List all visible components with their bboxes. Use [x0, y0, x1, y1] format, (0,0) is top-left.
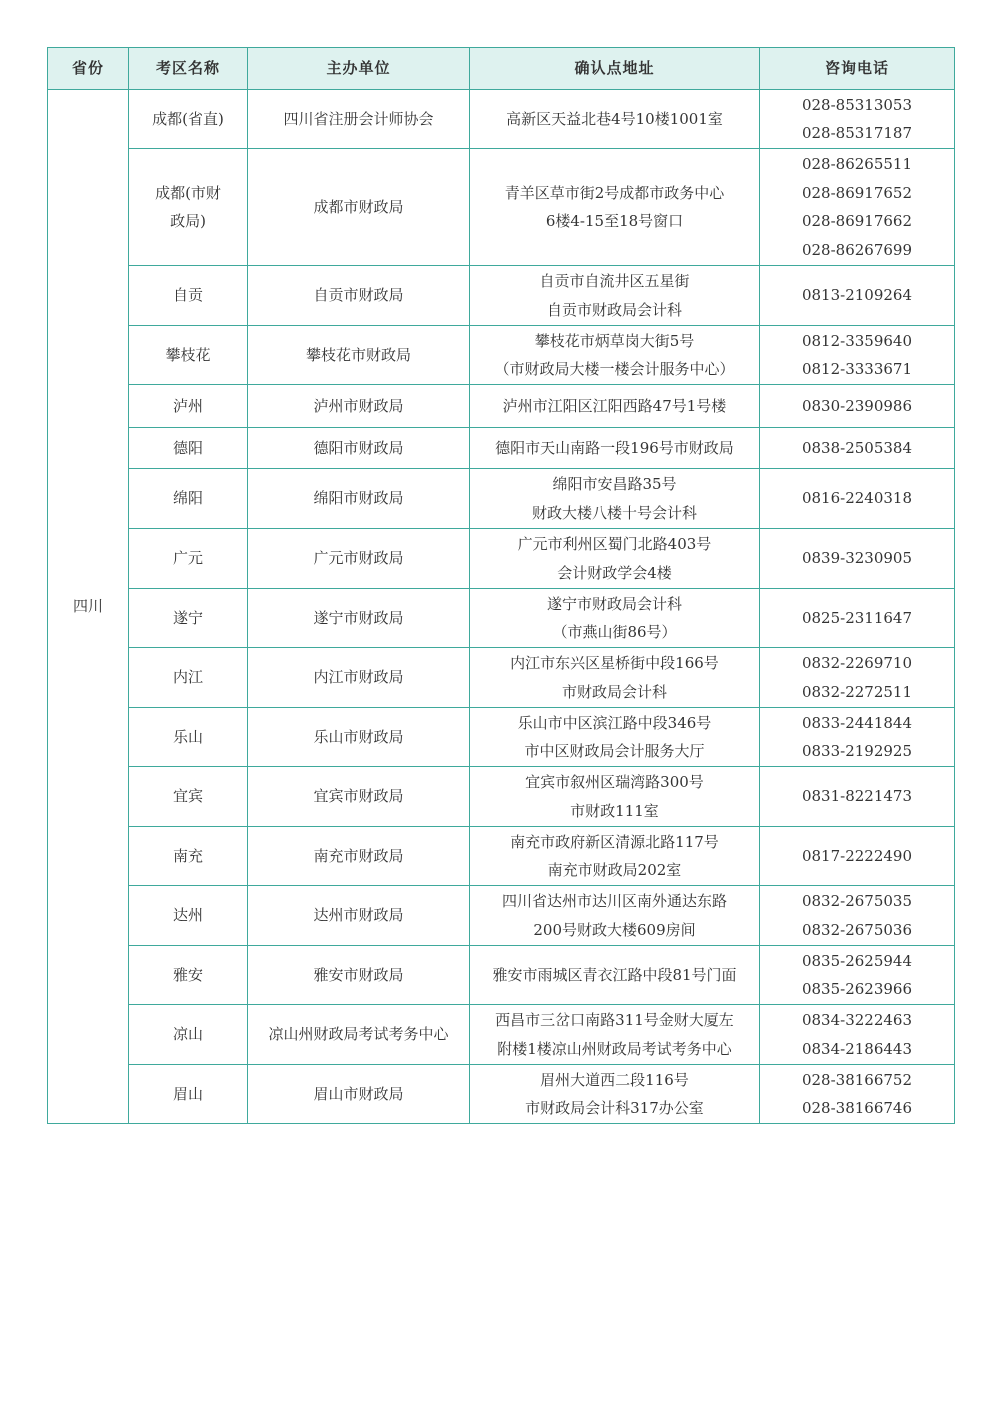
- table-row: [48, 529, 955, 589]
- phone-cell-line: 0812-3359640: [801, 331, 913, 350]
- host-unit-cell: 德阳市财政局: [248, 428, 470, 469]
- exam-area-cell-line: 凉山: [172, 1025, 203, 1044]
- phone-cell-line: 028-38166746: [801, 1099, 913, 1117]
- address-cell-line: 青羊区草市街2号成都市政务中心: [504, 183, 725, 202]
- header-province: 省份: [48, 48, 129, 90]
- header-exam-area: 考区名称: [129, 48, 248, 90]
- host-unit-cell: 南充市财政局: [248, 827, 470, 886]
- exam-area-cell-line: 绵阳: [172, 489, 203, 508]
- address-cell-line: 6楼4-15至18号窗口: [545, 212, 684, 230]
- phone-cell: [760, 266, 955, 326]
- phone-cell-line: 0834-2186443: [801, 1039, 913, 1058]
- phone-cell-line: 0816-2240318: [801, 489, 913, 508]
- phone-cell: [760, 827, 955, 886]
- phone-cell: [760, 589, 955, 648]
- host-unit-cell: 四川省注册会计师协会: [248, 90, 470, 149]
- exam-area-cell: [129, 1065, 248, 1124]
- phone-cell-line: 0812-3333671: [801, 360, 913, 378]
- phone-cell-line: 0830-2390986: [801, 396, 913, 415]
- exam-area-cell-line: 成都(省直): [152, 109, 224, 128]
- phone-cell: [760, 1065, 955, 1124]
- host-unit-cell: 乐山市财政局: [248, 708, 470, 767]
- host-unit-cell: 内江市财政局: [248, 648, 470, 708]
- exam-area-cell: [129, 946, 248, 1005]
- phone-cell: [760, 708, 955, 767]
- address-cell-line: 雅安市雨城区青衣江路中段81号门面: [492, 965, 737, 984]
- address-cell: [470, 1065, 760, 1124]
- address-cell-line: 市财政局会计科: [561, 682, 667, 701]
- phone-cell-line: 0831-8221473: [801, 787, 913, 806]
- exam-area-cell-line: 宜宾: [172, 787, 203, 806]
- phone-cell-line: 0835-2623966: [801, 980, 913, 998]
- host-unit-cell: 广元市财政局: [248, 529, 470, 589]
- address-cell-line: 南充市政府新区清源北路117号: [510, 832, 719, 851]
- table-row: [48, 648, 955, 708]
- address-cell: [470, 385, 760, 428]
- phone-cell-line: 0833-2441844: [801, 713, 913, 732]
- phone-cell: [760, 767, 955, 827]
- exam-area-cell-line: 广元: [172, 549, 203, 568]
- host-unit-cell: 达州市财政局: [248, 886, 470, 946]
- address-cell-line: 附楼1楼凉山州财政局考试考务中心: [497, 1039, 732, 1058]
- phone-cell-line: 0835-2625944: [801, 951, 913, 970]
- exam-area-cell-line: 遂宁: [172, 608, 203, 627]
- phone-cell-line: 0832-2675036: [801, 920, 913, 939]
- exam-area-cell-line: 政局): [170, 212, 206, 230]
- exam-area-cell: [129, 469, 248, 529]
- phone-cell-line: 028-85313053: [801, 95, 913, 114]
- table-body: [48, 90, 955, 1124]
- address-cell: [470, 708, 760, 767]
- exam-area-cell: [129, 886, 248, 946]
- address-cell-line: 200号财政大楼609房间: [533, 920, 696, 939]
- address-cell-line: 高新区天益北巷4号10楼1001室: [506, 109, 723, 128]
- exam-area-cell: [129, 385, 248, 428]
- phone-cell-line: 028-86917662: [801, 212, 913, 230]
- phone-cell: [760, 529, 955, 589]
- phone-cell-line: 0832-2675035: [801, 892, 913, 910]
- host-unit-cell: 遂宁市财政局: [248, 589, 470, 648]
- phone-cell-line: 028-85317187: [801, 124, 913, 142]
- phone-cell: [760, 648, 955, 708]
- exam-area-cell: [129, 767, 248, 827]
- phone-cell-line: 0832-2269710: [801, 654, 913, 672]
- address-cell-line: 西昌市三岔口南路311号金财大厦左: [495, 1011, 734, 1029]
- host-unit-cell: 眉山市财政局: [248, 1065, 470, 1124]
- exam-area-cell-line: 自贡: [172, 286, 203, 305]
- address-cell: [470, 827, 760, 886]
- header-phone: 咨询电话: [760, 48, 955, 90]
- exam-area-cell-line: 成都(市财: [155, 183, 221, 202]
- address-cell: [470, 326, 760, 385]
- exam-area-cell-line: 泸州: [172, 396, 203, 415]
- address-cell: [470, 767, 760, 827]
- address-cell-line: 泸州市江阳区江阳西路47号1号楼: [502, 396, 727, 415]
- exam-area-cell: [129, 827, 248, 886]
- address-cell-line: 市财政局会计科317办公室: [525, 1099, 704, 1117]
- host-unit-cell: 凉山州财政局考试考务中心: [248, 1005, 470, 1065]
- exam-area-cell: [129, 529, 248, 589]
- exam-area-cell: [129, 1005, 248, 1065]
- table-row: [48, 767, 955, 827]
- host-unit-cell: 绵阳市财政局: [248, 469, 470, 529]
- province-cell: 四川: [48, 90, 129, 1124]
- address-cell-line: 遂宁市财政局会计科: [546, 594, 682, 613]
- address-cell-line: （市财政局大楼一楼会计服务中心）: [494, 360, 735, 378]
- exam-area-cell: [129, 90, 248, 149]
- address-cell: [470, 90, 760, 149]
- address-cell-line: 市中区财政局会计服务大厅: [524, 742, 705, 760]
- phone-cell-line: 0813-2109264: [801, 286, 913, 305]
- table-row: [48, 428, 955, 469]
- host-unit-cell: 泸州市财政局: [248, 385, 470, 428]
- header-row: [48, 48, 955, 90]
- table-row: [48, 90, 955, 149]
- phone-cell-line: 028-86267699: [801, 240, 913, 259]
- phone-cell-line: 0839-3230905: [801, 549, 913, 568]
- phone-cell-line: 028-86265511: [801, 155, 913, 173]
- address-cell-line: 眉州大道西二段116号: [540, 1070, 689, 1089]
- address-cell-line: 四川省达州市达川区南外通达东路: [501, 892, 727, 910]
- phone-cell: [760, 886, 955, 946]
- exam-area-cell-line: 眉山: [172, 1084, 203, 1103]
- exam-area-cell-line: 达州: [172, 906, 203, 925]
- address-cell-line: 攀枝花市炳草岗大街5号: [534, 331, 695, 350]
- table-row: [48, 1065, 955, 1124]
- phone-cell-line: 0832-2272511: [801, 682, 913, 701]
- address-cell: [470, 1005, 760, 1065]
- host-unit-cell: 宜宾市财政局: [248, 767, 470, 827]
- address-cell: [470, 266, 760, 326]
- exam-area-cell-line: 乐山: [172, 727, 203, 746]
- address-cell-line: 财政大楼八楼十号会计科: [531, 503, 697, 522]
- exam-area-cell-line: 雅安: [172, 965, 203, 984]
- table-row: [48, 469, 955, 529]
- phone-cell: [760, 428, 955, 469]
- address-cell-line: 会计财政学会4楼: [557, 563, 672, 582]
- address-cell-line: 市财政111室: [570, 801, 659, 820]
- exam-site-table: [47, 47, 955, 1124]
- exam-area-cell: [129, 266, 248, 326]
- table-row: [48, 827, 955, 886]
- table-row: [48, 326, 955, 385]
- phone-cell-line: 0817-2222490: [801, 846, 913, 865]
- exam-area-cell-line: 内江: [172, 668, 203, 687]
- exam-area-cell: [129, 708, 248, 767]
- table-row: [48, 946, 955, 1005]
- phone-cell: [760, 326, 955, 385]
- address-cell-line: 绵阳市安昌路35号: [552, 475, 677, 493]
- address-cell: [470, 428, 760, 469]
- table-row: [48, 886, 955, 946]
- address-cell: [470, 886, 760, 946]
- address-cell-line: 乐山市中区滨江路中段346号: [517, 713, 712, 732]
- phone-cell: [760, 149, 955, 266]
- table-row: [48, 589, 955, 648]
- phone-cell: [760, 90, 955, 149]
- address-cell-line: 广元市利州区蜀门北路403号: [517, 535, 712, 553]
- host-unit-cell: 攀枝花市财政局: [248, 326, 470, 385]
- exam-site-table-container: [47, 47, 955, 1124]
- phone-cell-line: 028-38166752: [801, 1070, 913, 1089]
- address-cell-line: 内江市东兴区星桥街中段166号: [510, 654, 719, 672]
- table-header: [48, 48, 955, 90]
- phone-cell-line: 0838-2505384: [801, 438, 913, 457]
- header-host-unit: 主办单位: [248, 48, 470, 90]
- address-cell: [470, 589, 760, 648]
- phone-cell-line: 0833-2192925: [801, 742, 913, 760]
- address-cell: [470, 529, 760, 589]
- phone-cell: [760, 946, 955, 1005]
- host-unit-cell: 成都市财政局: [248, 149, 470, 266]
- exam-area-cell: [129, 648, 248, 708]
- phone-cell: [760, 469, 955, 529]
- phone-cell-line: 028-86917652: [801, 183, 913, 202]
- address-cell: [470, 946, 760, 1005]
- address-cell-line: 宜宾市叙州区瑞湾路300号: [525, 773, 704, 791]
- phone-cell-line: 0825-2311647: [801, 608, 913, 627]
- exam-area-cell: [129, 589, 248, 648]
- address-cell: [470, 469, 760, 529]
- address-cell: [470, 149, 760, 266]
- table-row: [48, 266, 955, 326]
- address-cell-line: 德阳市天山南路一段196号市财政局: [495, 438, 734, 457]
- exam-area-cell: [129, 149, 248, 266]
- table-row: [48, 1005, 955, 1065]
- address-cell-line: 自贡市自流井区五星街: [539, 272, 690, 290]
- phone-cell: [760, 1005, 955, 1065]
- phone-cell-line: 0834-3222463: [801, 1011, 913, 1029]
- address-cell: [470, 648, 760, 708]
- host-unit-cell: 自贡市财政局: [248, 266, 470, 326]
- table-row: [48, 708, 955, 767]
- exam-area-cell-line: 南充: [172, 846, 203, 865]
- address-cell-line: 南充市财政局202室: [547, 861, 682, 879]
- exam-area-cell: [129, 428, 248, 469]
- address-cell-line: 自贡市财政局会计科: [546, 300, 682, 319]
- table-row: [48, 149, 955, 266]
- table-row: [48, 385, 955, 428]
- header-address: 确认点地址: [470, 48, 760, 90]
- exam-area-cell-line: 攀枝花: [165, 345, 211, 364]
- host-unit-cell: 雅安市财政局: [248, 946, 470, 1005]
- exam-area-cell-line: 德阳: [172, 438, 203, 457]
- address-cell-line: （市燕山街86号）: [552, 623, 677, 641]
- phone-cell: [760, 385, 955, 428]
- exam-area-cell: [129, 326, 248, 385]
